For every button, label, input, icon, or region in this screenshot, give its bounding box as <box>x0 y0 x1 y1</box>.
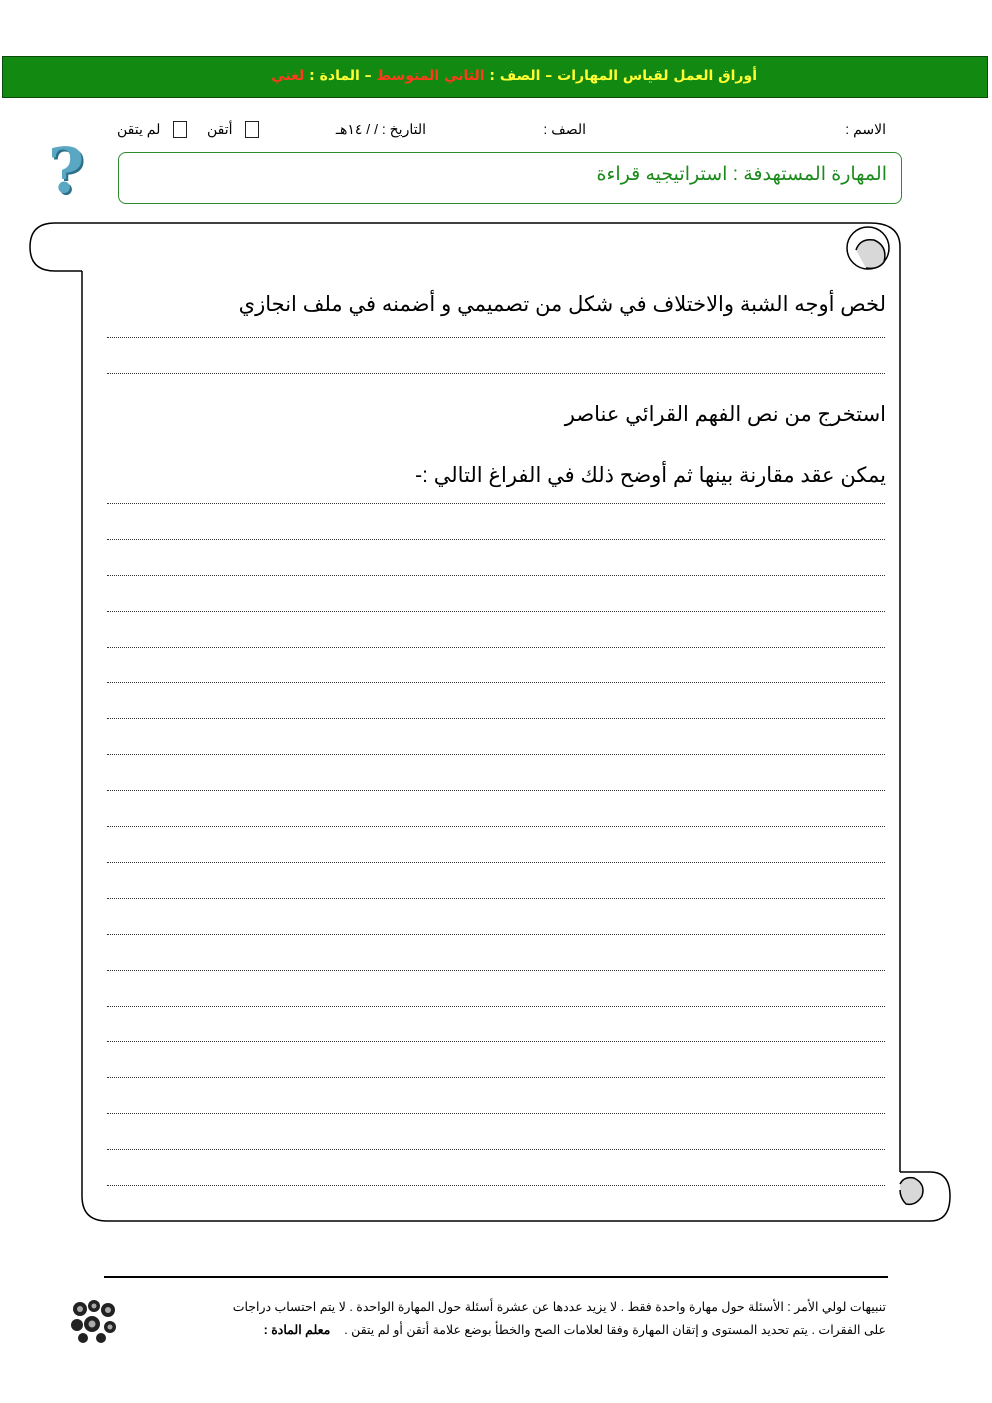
answer-line[interactable] <box>107 754 885 755</box>
answer-line[interactable] <box>107 503 885 504</box>
footer-note-line-2 <box>264 1322 886 1337</box>
class-field-label: الصف : <box>543 121 586 137</box>
answer-line[interactable] <box>107 934 885 935</box>
question-1: لخص أوجه الشبة والاختلاف في شكل من تصميمي و أضمنه في ملف انجازي <box>238 293 886 316</box>
answer-line[interactable] <box>107 611 885 612</box>
answer-line[interactable] <box>107 1041 885 1042</box>
answer-line[interactable] <box>107 862 885 863</box>
answer-line[interactable] <box>107 682 885 683</box>
header-title: أوراق العمل لقياس المهارات – الصف : <box>489 68 757 84</box>
scroll-top-roll <box>30 223 870 271</box>
answer-line[interactable] <box>107 718 885 719</box>
footer-note-line-1: تنبيهات لولي الأمر : الأسئلة حول مهارة واحدة فقط . لا يزيد عددها عن عشرة أسئلة حول المهارة الواحدة . لا يتم احتساب دراجات <box>232 1300 886 1314</box>
answer-line[interactable] <box>107 970 885 971</box>
header-subject-label: – المادة : <box>309 68 372 84</box>
answer-line[interactable] <box>107 575 885 576</box>
footer-divider <box>104 1276 888 1278</box>
answer-line[interactable] <box>107 1077 885 1078</box>
header-grade: الثاني المتوسط <box>376 68 485 84</box>
answer-line[interactable] <box>107 898 885 899</box>
target-skill-label: المهارة المستهدفة : <box>732 164 887 185</box>
answer-line[interactable] <box>107 790 885 791</box>
question-mark-icon: ? <box>48 134 85 207</box>
answer-line[interactable] <box>107 826 885 827</box>
target-skill-value: استراتيجيه قراءة <box>596 164 728 185</box>
answer-line[interactable] <box>107 373 885 374</box>
answer-line[interactable] <box>107 1006 885 1007</box>
name-field-label: الاسم : <box>845 121 886 137</box>
mastered-label: أتقن <box>207 121 233 137</box>
question-2-line-1: استخرج من نص الفهم القرائي عناصر <box>564 403 886 426</box>
footer-note-text: على الفقرات . يتم تحديد المستوى و إتقان المهارة وفقا لعلامات الصح والخطأ بوضع علامة أتقن أو لم يتقن . <box>344 1323 886 1337</box>
answer-line[interactable] <box>107 337 885 338</box>
answer-line[interactable] <box>107 1113 885 1114</box>
date-field-label: التاريخ : / / ١٤هـ <box>335 121 426 137</box>
answer-line[interactable] <box>107 1185 885 1186</box>
header-subject: لغتي <box>271 68 305 84</box>
answer-line[interactable] <box>107 1149 885 1150</box>
answer-line[interactable] <box>107 539 885 540</box>
question-2-line-2: يمكن عقد مقارنة بينها ثم أوضح ذلك في الفراغ التالي :- <box>415 464 886 487</box>
footer-logo <box>68 1297 122 1343</box>
not-mastered-label: لم يتقن <box>117 121 161 137</box>
answer-line[interactable] <box>107 647 885 648</box>
teacher-label: معلم المادة : <box>263 1323 331 1337</box>
